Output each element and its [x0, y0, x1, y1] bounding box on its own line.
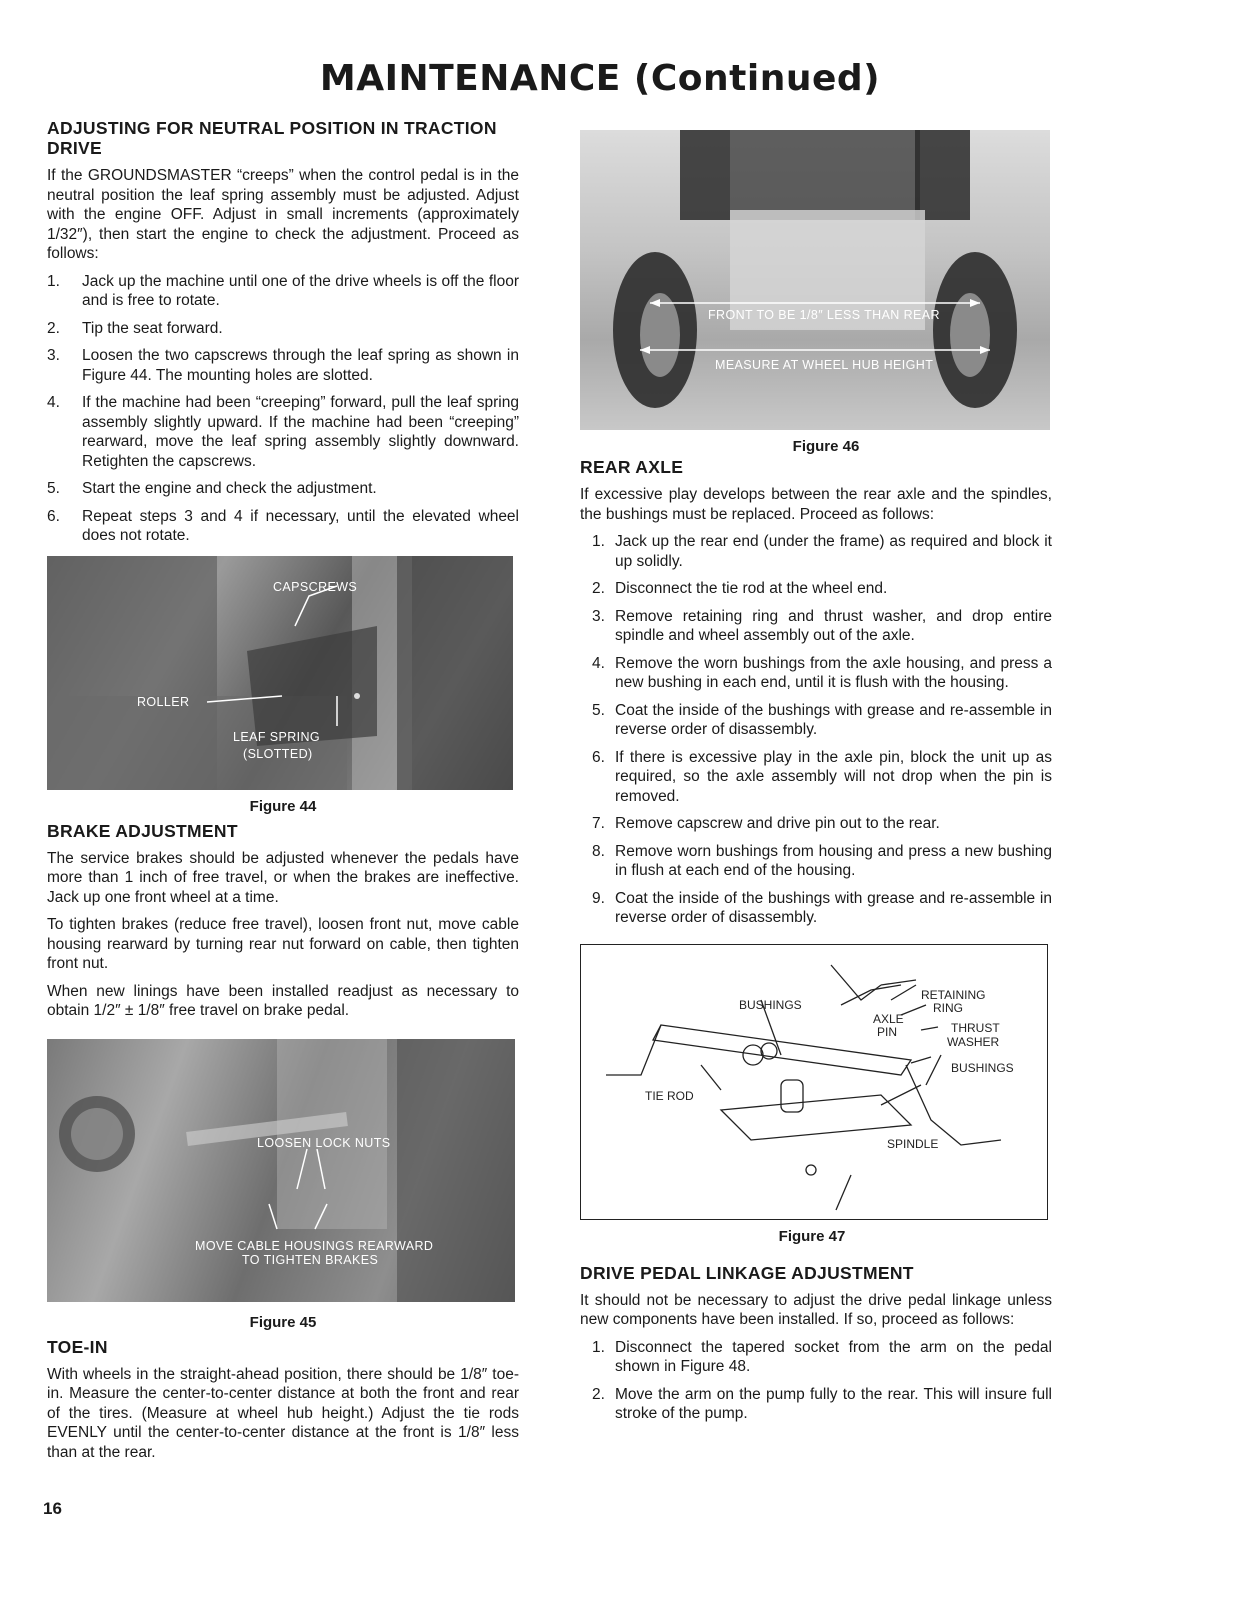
drive-pedal-intro: It should not be necessary to adjust the drive pedal linkage unless new components have been installed. If so, proceed as follows: — [580, 1291, 1052, 1328]
pin-label: PIN — [877, 1024, 898, 1039]
thrust-label: THRUST — [951, 1020, 1000, 1035]
front-to-be-label: FRONT TO BE 1/8″ LESS THAN REAR — [708, 308, 940, 322]
page-number: 16 — [43, 1499, 62, 1518]
list-item: 5. Coat the inside of the bushings with grease and re-assemble in reverse order of disassembly. — [592, 701, 1052, 738]
loosen-lock-nuts-label: LOOSEN LOCK NUTS — [257, 1135, 391, 1150]
tighten-brakes-label: TO TIGHTEN BRAKES — [242, 1252, 379, 1267]
list-item: 3. Remove retaining ring and thrust washer, and drop entire spindle and wheel assembly out of the axle. — [592, 607, 1052, 644]
drive-pedal-heading: DRIVE PEDAL LINKAGE ADJUSTMENT — [580, 1262, 914, 1283]
right-column — [580, 130, 1052, 1424]
retaining-label: RETAINING — [921, 987, 986, 1002]
measure-label: MEASURE AT WHEEL HUB HEIGHT — [715, 358, 934, 372]
tie-rod-label: TIE ROD — [645, 1088, 694, 1103]
brake-heading: BRAKE ADJUSTMENT — [47, 820, 238, 841]
figure-44-caption: Figure 44 — [249, 797, 317, 815]
list-item: 4. Remove the worn bushings from the axle housing, and press a new bushing in each end, until it is flush with the housing. — [592, 654, 1052, 691]
left-column — [47, 118, 519, 1462]
toe-in-paragraph: With wheels in the straight-ahead position, there should be 1/8″ toe-in. Measure the center-to-center distance at both the front and rear of the tires. (Measure at wheel hub height.) Adjust the tie rods EVENLY until the center-to-center distance at the front is 1/8″ less than at the rear. — [47, 1365, 519, 1461]
figure-45-caption: Figure 45 — [249, 1313, 317, 1331]
list-item: 6. Repeat steps 3 and 4 if necessary, until the elevated wheel does not rotate. — [47, 507, 519, 544]
axle-label: AXLE — [873, 1011, 904, 1026]
list-item: 9. Coat the inside of the bushings with grease and re-assemble in reverse order of disassembly. — [592, 889, 1052, 926]
list-item: 5. Start the engine and check the adjustment. — [47, 480, 377, 497]
brake-paragraph-2: To tighten brakes (reduce free travel), loosen front nut, move cable housing rearward by turning rear nut forward on cable, then tighten front nut. — [47, 916, 519, 972]
bushings-top-label: BUSHINGS — [739, 997, 802, 1012]
brake-paragraph-1: The service brakes should be adjusted whenever the pedals have more than 1 inch of free travel, or when the brakes are ineffective. Jack up one front wheel at a time. — [47, 849, 519, 906]
drive-pedal-steps — [580, 1338, 1052, 1424]
figure-45-photo — [47, 1039, 515, 1302]
figure-47-diagram — [580, 944, 1048, 1220]
page-title: MAINTENANCE (Continued) — [319, 58, 881, 99]
neutral-intro: If the GROUNDSMASTER “creeps” when the control pedal is in the neutral position the leaf spring assembly must be adjusted. Adjust with the engine OFF. Adjust in small increments (approximately 1/32″), then start the engine to check the adjustment. Proceed as follows: — [47, 167, 519, 262]
list-item: 1. Disconnect the tapered socket from the arm on the pedal shown in Figure 48. — [592, 1338, 1052, 1375]
leaf-spring-label: LEAF SPRING — [233, 729, 321, 744]
list-item: 1. Jack up the machine until one of the drive wheels is off the floor and is free to rotate. — [47, 272, 519, 309]
figure-46-illustration — [580, 130, 1050, 430]
list-item: 4. If the machine had been “creeping” forward, pull the leaf spring assembly slightly upward. If the machine had been “creeping” rearward, move the leaf spring assembly slightly downward. Retighten the capscrews. — [47, 394, 519, 470]
figure-47-caption: Figure 47 — [778, 1227, 846, 1245]
rear-axle-intro: If excessive play develops between the rear axle and the spindles, the bushings must be replaced. Proceed as follows: — [580, 486, 1052, 523]
move-cable-label: MOVE CABLE HOUSINGS REARWARD — [195, 1238, 434, 1253]
rear-axle-heading: REAR AXLE — [580, 457, 684, 477]
list-item: 8. Remove worn bushings from housing and press a new bushing in flush at each end of the housing. — [592, 842, 1052, 879]
list-item: 2. Move the arm on the pump fully to the rear. This will insure full stroke of the pump. — [592, 1385, 1052, 1422]
brake-paragraph-3: When new linings have been installed readjust as necessary to obtain 1/2″ ± 1/8″ free travel on brake pedal. — [47, 982, 519, 1019]
slotted-label: (SLOTTED) — [243, 746, 313, 761]
list-item: 3. Loosen the two capscrews through the leaf spring as shown in Figure 44. The mounting holes are slotted. — [47, 347, 519, 384]
neutral-steps — [47, 272, 519, 546]
list-item: 6. If there is excessive play in the axle pin, block the unit up as required, so the axle assembly will not drop when the pin is removed. — [592, 748, 1052, 805]
list-item: 2. Tip the seat forward. — [47, 319, 223, 337]
ring-label: RING — [933, 1000, 963, 1015]
capscrews-label: CAPSCREWS — [273, 579, 358, 594]
roller-label: ROLLER — [137, 694, 190, 709]
rear-axle-steps — [580, 532, 1052, 928]
spindle-label: SPINDLE — [887, 1136, 939, 1151]
bushings-right-label: BUSHINGS — [951, 1060, 1014, 1075]
figure-46-photo — [580, 130, 1050, 430]
figure-44-photo — [47, 556, 513, 790]
neutral-heading: ADJUSTING FOR NEUTRAL POSITION IN TRACTION DRIVE — [47, 118, 497, 158]
figure-47-illustration — [581, 945, 1047, 1219]
list-item: 7. Remove capscrew and drive pin out to the rear. — [592, 815, 940, 832]
washer-label: WASHER — [947, 1034, 1000, 1049]
toe-in-heading: TOE-IN — [47, 1336, 108, 1357]
figure-46-caption: Figure 46 — [792, 438, 860, 455]
list-item: 2. Disconnect the tie rod at the wheel end. — [592, 580, 888, 597]
list-item: 1. Jack up the rear end (under the frame) as required and block it up solidly. — [592, 533, 1052, 570]
